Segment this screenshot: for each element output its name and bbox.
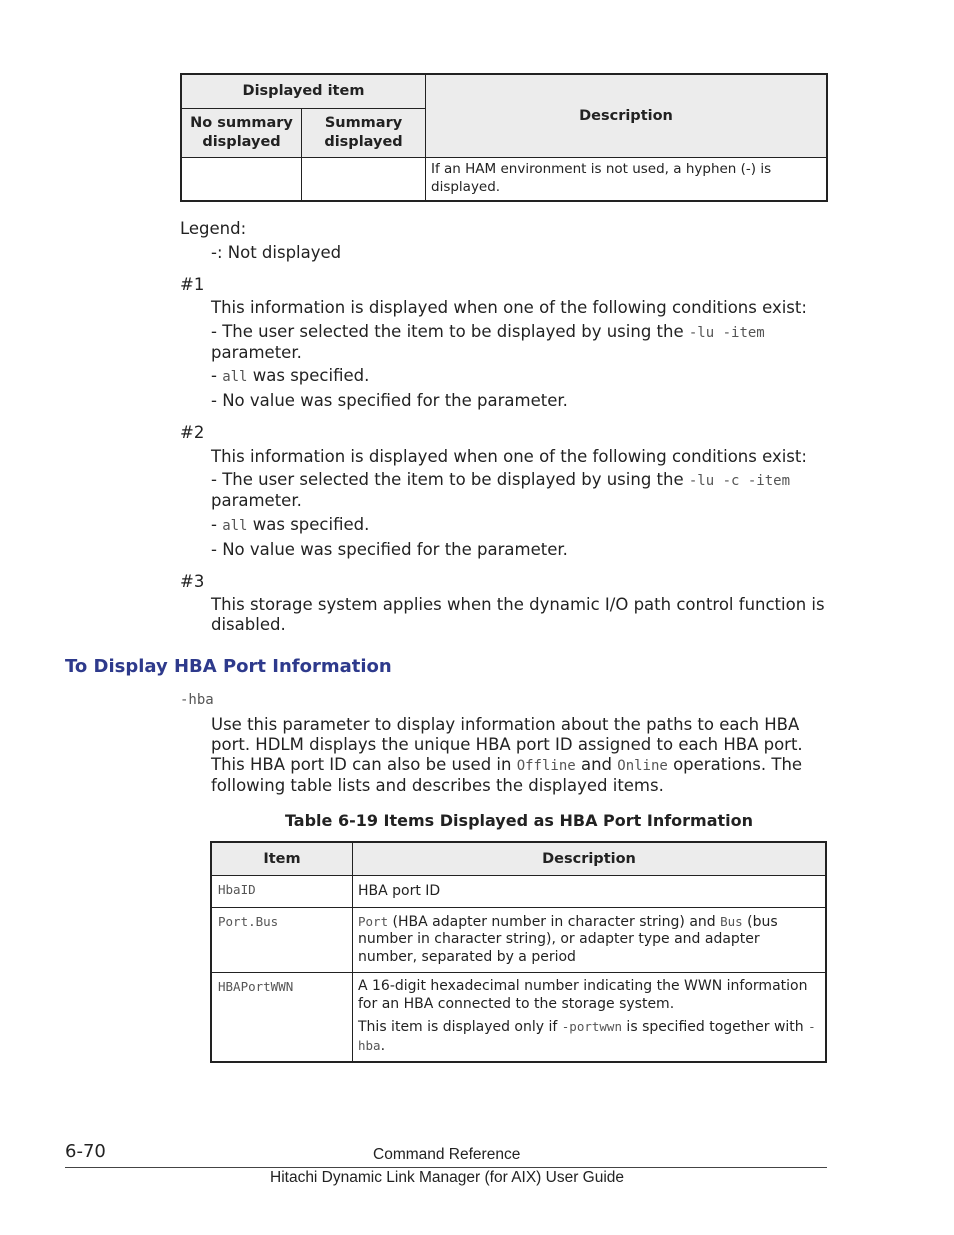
note-1-condition-1: - The user selected the item to be displayed by using the -lu -item parameter. bbox=[211, 322, 765, 362]
legend-label: Legend: bbox=[180, 219, 247, 238]
item-cell: Port.Bus bbox=[211, 907, 353, 973]
hba-port-info-table bbox=[210, 841, 827, 1063]
cell-summary bbox=[302, 158, 426, 202]
footer-book-title: Hitachi Dynamic Link Manager (for AIX) User Guide bbox=[270, 1169, 625, 1186]
description-cell: Port (HBA adapter number in character string) and Bus (bus number in character string), or adapter type and adapter number, separated by a period bbox=[353, 907, 827, 973]
note-2-marker: #2 bbox=[180, 423, 205, 442]
header-displayed-item: Displayed item bbox=[181, 74, 426, 109]
hba-description-paragraph: Use this parameter to display information about the paths to each HBA port. HDLM displays the unique HBA port ID assigned to each HBA port. This HBA port ID can also be used in Offline and Online operations. The following table lists and describes the displayed items. bbox=[211, 715, 803, 795]
header-item: Item bbox=[211, 842, 353, 876]
note-1-condition-3: - No value was specified for the parameter. bbox=[211, 391, 568, 410]
note-2-condition-1: - The user selected the item to be displayed by using the -lu -c -item parameter. bbox=[211, 470, 791, 510]
table-caption: Table 6-19 Items Displayed as HBA Port Information bbox=[284, 811, 754, 830]
note-2-condition-2: - all was specified. bbox=[211, 515, 370, 534]
section-title: To Display HBA Port Information bbox=[65, 656, 392, 677]
note-2-condition-3: - No value was specified for the parameter. bbox=[211, 540, 568, 559]
note-1-intro: This information is displayed when one of the following conditions exist: bbox=[211, 298, 807, 317]
header-summary: Summary displayed bbox=[302, 109, 426, 158]
note-1-condition-2: - all was specified. bbox=[211, 366, 370, 385]
table-row bbox=[211, 876, 826, 908]
note-3-marker: #3 bbox=[180, 572, 205, 591]
footer-chapter: Command Reference bbox=[373, 1146, 521, 1163]
header-no-summary: No summary displayed bbox=[181, 109, 302, 158]
description-cell: HBA port ID bbox=[353, 876, 827, 908]
table-row bbox=[211, 907, 826, 973]
item-cell: HBAPortWWN bbox=[211, 973, 353, 1063]
note-3-text: This storage system applies when the dynamic I/O path control function is disabled. bbox=[211, 595, 825, 634]
page-number: 6-70 bbox=[65, 1141, 106, 1162]
header-description: Description bbox=[426, 74, 828, 158]
table-row bbox=[181, 158, 827, 202]
item-cell: HbaID bbox=[211, 876, 353, 908]
hba-parameter: -hba bbox=[180, 692, 214, 708]
note-1-marker: #1 bbox=[180, 275, 205, 294]
displayed-items-table-continued bbox=[180, 73, 828, 202]
description-cell: A 16-digit hexadecimal number indicating the WWN information for an HBA connected to the storage system. This item is displayed only if -portwwn is specified together with -hba. bbox=[353, 973, 827, 1063]
header-description: Description bbox=[353, 842, 827, 876]
cell-no-summary bbox=[181, 158, 302, 202]
note-2-intro: This information is displayed when one of the following conditions exist: bbox=[211, 447, 807, 466]
cell-description: If an HAM environment is not used, a hyphen (-) is displayed. bbox=[426, 158, 828, 202]
legend-item: -: Not displayed bbox=[211, 243, 342, 262]
table-row bbox=[211, 973, 826, 1063]
footer-divider bbox=[65, 1167, 827, 1168]
